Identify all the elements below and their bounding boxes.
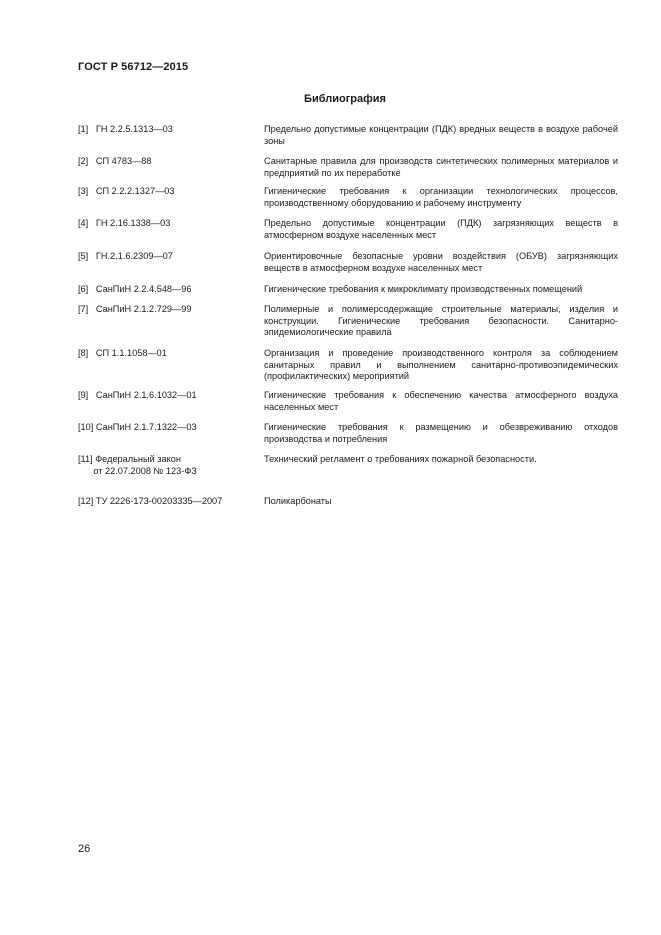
bibliography-entry [78,251,618,274]
bibliography-title: Ориентировочные безопасные уровни воздействия (ОБУВ) загрязняющих веществ в атмосферном воздухе населенных мест [264,251,618,273]
bibliography-ref: [9] СанПиН 2.1.6.1032—01 [78,390,197,400]
bibliography-title: Технический регламент о требованиях пожарной безопасности. [264,454,537,464]
bibliography-ref: [3] СП 2.2.2.1327—03 [78,186,175,196]
bibliography-title: Организация и проведение производственного контроля за соблюдением санитарных правил и выполнением санитарно-противоэпидемических (профилактических) мероприятий [264,348,618,381]
bibliography-entry [78,348,618,383]
bibliography-title: Полимерные и полимерсодержащие строительные материалы, изделия и конструкции. Гигиенические требования безопасности. Санитарно-эпидемиологические правила [264,304,618,337]
bibliography-title: Предельно допустимые концентрации (ПДК) вредных веществ в воздухе рабочей зоны [264,124,618,146]
bibliography-title: Санитарные правила для производств синтетических полимерных материалов и предприятий по их переработке [264,156,618,178]
bibliography-entry [78,304,618,339]
bibliography-entry [78,454,618,477]
page-number: 26 [78,843,91,855]
bibliography-entry [78,218,618,241]
bibliography-entry [78,124,618,147]
bibliography-ref: [10] СанПиН 2.1.7.1322—03 [78,422,197,432]
bibliography-ref: [8] СП 1.1.1058—01 [78,348,167,358]
bibliography-entry [78,156,618,179]
section-title: Библиография [304,93,386,105]
bibliography-entry [78,390,618,413]
bibliography-ref: [12] ТУ 2226-173-00203335—2007 [78,496,223,506]
bibliography-ref: [5] ГН.2.1.6.2309—07 [78,251,173,261]
bibliography-title: Гигиенические требования к размещению и обезвреживанию отходов производства и потребления [264,422,618,444]
bibliography-ref: [11] Федеральный закон от 22.07.2008 № 123-ФЗ [78,454,197,476]
bibliography-ref: [6] СанПиН 2.2.4.548—96 [78,284,192,294]
bibliography-title: Предельно допустимые концентрации (ПДК) загрязняющих веществ в атмосферном воздухе населенных мест [264,218,618,240]
document-header: ГОСТ Р 56712—2015 [78,61,189,73]
bibliography-ref: [7] СанПиН 2.1.2.729—99 [78,304,192,314]
bibliography-title: Гигиенические требования к микроклимату производственных помещений [264,284,583,294]
bibliography-title: Гигиенические требования к обеспечению качества атмосферного воздуха населенных мест [264,390,618,412]
bibliography-ref: [4] ГН 2.16.1338—03 [78,218,171,228]
bibliography-entry [78,422,618,445]
bibliography-entry [78,284,618,296]
bibliography-ref: [1] ГН 2.2.5.1313—03 [78,124,173,134]
bibliography-entry [78,496,618,508]
bibliography-ref: [2] СП 4783—88 [78,156,152,166]
bibliography-title: Поликарбонаты [264,496,332,506]
bibliography-title: Гигиенические требования к организации технологических процессов, производственному оборудованию и рабочему инструменту [264,186,618,208]
bibliography-entry [78,186,618,209]
